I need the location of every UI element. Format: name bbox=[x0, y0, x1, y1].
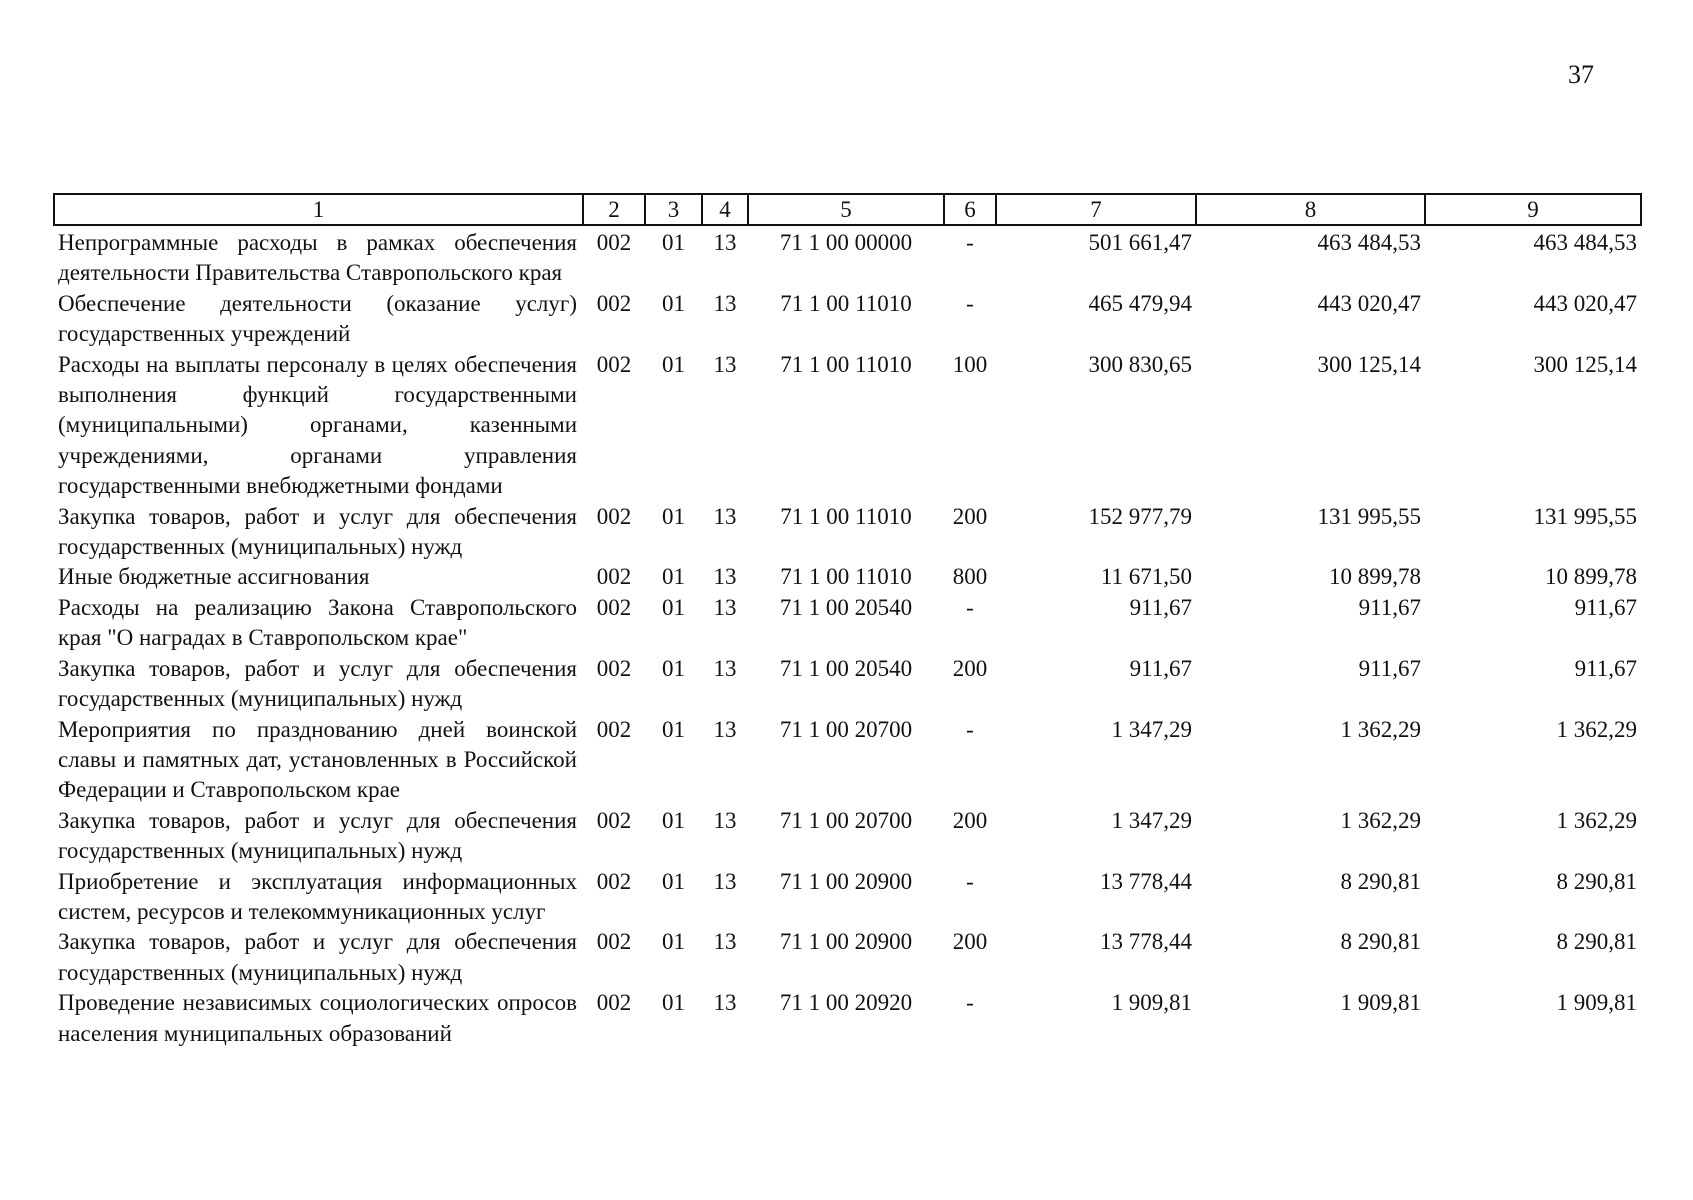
expense-type-cell: 800 bbox=[952, 564, 988, 590]
amount-cell: 443 020,47 bbox=[1317, 290, 1421, 316]
table-row bbox=[54, 654, 1641, 715]
section-code-cell: 01 bbox=[662, 868, 685, 894]
column-header: 1 bbox=[54, 194, 583, 225]
amount-cell: 1 347,29 bbox=[1111, 807, 1192, 833]
column-header: 4 bbox=[702, 194, 748, 225]
table-row bbox=[54, 806, 1641, 867]
target-article-cell: 71 1 00 20920 bbox=[779, 990, 913, 1016]
ministry-code-cell: 002 bbox=[596, 868, 632, 894]
subsection-code-cell: 13 bbox=[713, 655, 737, 681]
section-code-cell: 01 bbox=[662, 351, 685, 377]
column-header: 6 bbox=[944, 194, 996, 225]
subsection-code-cell: 13 bbox=[713, 990, 737, 1016]
subsection-code-cell: 13 bbox=[713, 807, 737, 833]
subsection-code-cell: 13 bbox=[713, 290, 737, 316]
section-code-cell: 01 bbox=[662, 594, 685, 620]
section-code-cell: 01 bbox=[662, 929, 685, 955]
column-header: 5 bbox=[748, 194, 944, 225]
table-row bbox=[54, 867, 1641, 928]
amount-cell: 152 977,79 bbox=[1088, 503, 1192, 529]
target-article-cell: 71 1 00 20540 bbox=[779, 655, 913, 681]
expense-type-cell: 100 bbox=[952, 351, 988, 377]
amount-cell: 443 020,47 bbox=[1533, 290, 1637, 316]
amount-cell: 1 909,81 bbox=[1556, 990, 1637, 1016]
expense-name-cell: Обеспечение деятельности (оказание услуг) государственных учреждений bbox=[58, 290, 577, 347]
expense-name-cell: Закупка товаров, работ и услуг для обеспечения государственных (муниципальных) нужд bbox=[58, 503, 577, 560]
ministry-code-cell: 002 bbox=[596, 290, 632, 316]
column-header: 8 bbox=[1196, 194, 1425, 225]
expense-type-cell: 200 bbox=[952, 929, 988, 955]
expense-type-cell: - bbox=[966, 868, 974, 894]
amount-cell: 465 479,94 bbox=[1088, 290, 1192, 316]
table-row bbox=[54, 593, 1641, 654]
amount-cell: 8 290,81 bbox=[1340, 868, 1421, 894]
amount-cell: 1 362,29 bbox=[1340, 716, 1421, 742]
amount-cell: 300 125,14 bbox=[1533, 351, 1637, 377]
table-header-row bbox=[54, 194, 1641, 225]
amount-cell: 10 899,78 bbox=[1545, 564, 1637, 590]
target-article-cell: 71 1 00 11010 bbox=[780, 290, 912, 316]
page-number: 37 bbox=[1568, 60, 1594, 89]
subsection-code-cell: 13 bbox=[713, 230, 737, 255]
expense-name-cell: Расходы на реализацию Закона Ставропольского края "О наградах в Ставропольском крае" bbox=[58, 594, 577, 651]
amount-cell: 1 909,81 bbox=[1340, 990, 1421, 1016]
amount-cell: 1 362,29 bbox=[1556, 716, 1637, 742]
amount-cell: 10 899,78 bbox=[1329, 564, 1421, 590]
section-code-cell: 01 bbox=[662, 807, 685, 833]
column-header: 9 bbox=[1425, 194, 1641, 225]
table-row bbox=[54, 562, 1641, 592]
section-code-cell: 01 bbox=[662, 503, 685, 529]
table-row bbox=[54, 502, 1641, 563]
ministry-code-cell: 002 bbox=[596, 230, 632, 255]
section-code-cell: 01 bbox=[662, 716, 685, 742]
amount-cell: 8 290,81 bbox=[1340, 929, 1421, 955]
ministry-code-cell: 002 bbox=[596, 929, 632, 955]
subsection-code-cell: 13 bbox=[713, 868, 737, 894]
amount-cell: 11 671,50 bbox=[1100, 564, 1192, 590]
expense-name-cell: Закупка товаров, работ и услуг для обеспечения государственных (муниципальных) нужд bbox=[58, 807, 577, 864]
table-row bbox=[54, 988, 1641, 1049]
expense-name-cell: Непрограммные расходы в рамках обеспечения деятельности Правительства Ставропольского края bbox=[58, 230, 577, 286]
amount-cell: 13 778,44 bbox=[1100, 868, 1192, 894]
amount-cell: 911,67 bbox=[1129, 655, 1192, 681]
expense-name-cell: Закупка товаров, работ и услуг для обеспечения государственных (муниципальных) нужд bbox=[58, 655, 577, 712]
expense-type-cell: - bbox=[966, 716, 974, 742]
target-article-cell: 71 1 00 20900 bbox=[779, 929, 913, 955]
subsection-code-cell: 13 bbox=[713, 594, 737, 620]
amount-cell: 1 909,81 bbox=[1111, 990, 1192, 1016]
expense-name-cell: Расходы на выплаты персоналу в целях обеспечения выполнения функций государственными (муниципальными) органами, казенными учреждениями, органами управления государственными внебюджетными фондами bbox=[58, 351, 577, 499]
section-code-cell: 01 bbox=[662, 564, 685, 590]
amount-cell: 1 347,29 bbox=[1111, 716, 1192, 742]
ministry-code-cell: 002 bbox=[596, 716, 632, 742]
amount-cell: 8 290,81 bbox=[1556, 868, 1637, 894]
amount-cell: 1 362,29 bbox=[1340, 807, 1421, 833]
target-article-cell: 71 1 00 20540 bbox=[779, 594, 913, 620]
amount-cell: 131 995,55 bbox=[1533, 503, 1637, 529]
expense-type-cell: 200 bbox=[952, 655, 988, 681]
ministry-code-cell: 002 bbox=[596, 564, 632, 590]
subsection-code-cell: 13 bbox=[713, 929, 737, 955]
target-article-cell: 71 1 00 11010 bbox=[780, 503, 912, 529]
amount-cell: 463 484,53 bbox=[1317, 230, 1421, 255]
amount-cell: 463 484,53 bbox=[1533, 230, 1637, 255]
table-row bbox=[54, 225, 1641, 289]
section-code-cell: 01 bbox=[662, 990, 685, 1016]
section-code-cell: 01 bbox=[662, 655, 685, 681]
table-row bbox=[54, 715, 1641, 806]
ministry-code-cell: 002 bbox=[596, 351, 632, 377]
amount-cell: 300 830,65 bbox=[1088, 351, 1192, 377]
amount-cell: 501 661,47 bbox=[1088, 230, 1192, 255]
expense-type-cell: - bbox=[966, 990, 974, 1016]
column-header: 3 bbox=[645, 194, 702, 225]
amount-cell: 911,67 bbox=[1574, 655, 1637, 681]
expense-type-cell: - bbox=[966, 594, 974, 620]
column-header: 7 bbox=[996, 194, 1196, 225]
amount-cell: 911,67 bbox=[1574, 594, 1637, 620]
ministry-code-cell: 002 bbox=[596, 655, 632, 681]
table-row bbox=[54, 927, 1641, 988]
expense-name-cell: Иные бюджетные ассигнования bbox=[58, 564, 370, 590]
expense-type-cell: 200 bbox=[952, 503, 988, 529]
ministry-code-cell: 002 bbox=[596, 807, 632, 833]
table-body bbox=[54, 225, 1641, 1049]
amount-cell: 13 778,44 bbox=[1100, 929, 1192, 955]
amount-cell: 911,67 bbox=[1129, 594, 1192, 620]
table-row bbox=[54, 289, 1641, 350]
amount-cell: 1 362,29 bbox=[1556, 807, 1637, 833]
column-header: 2 bbox=[583, 194, 645, 225]
expense-name-cell: Приобретение и эксплуатация информационных систем, ресурсов и телекоммуникационных услуг bbox=[58, 868, 577, 924]
amount-cell: 131 995,55 bbox=[1317, 503, 1421, 529]
amount-cell: 911,67 bbox=[1358, 594, 1421, 620]
expense-name-cell: Закупка товаров, работ и услуг для обеспечения государственных (муниципальных) нужд bbox=[58, 929, 577, 985]
budget-table bbox=[53, 193, 1642, 1049]
expense-type-cell: 200 bbox=[952, 807, 988, 833]
subsection-code-cell: 13 bbox=[713, 564, 737, 590]
subsection-code-cell: 13 bbox=[713, 716, 737, 742]
subsection-code-cell: 13 bbox=[713, 351, 737, 377]
section-code-cell: 01 bbox=[662, 290, 685, 316]
target-article-cell: 71 1 00 00000 bbox=[779, 230, 913, 255]
expense-name-cell: Мероприятия по празднованию дней воинской славы и памятных дат, установленных в Российской Федерации и Ставропольском крае bbox=[58, 716, 577, 803]
amount-cell: 300 125,14 bbox=[1317, 351, 1421, 377]
table-row bbox=[54, 350, 1641, 502]
ministry-code-cell: 002 bbox=[596, 990, 632, 1016]
ministry-code-cell: 002 bbox=[596, 594, 632, 620]
expense-type-cell: - bbox=[966, 290, 974, 316]
target-article-cell: 71 1 00 20700 bbox=[779, 716, 913, 742]
target-article-cell: 71 1 00 20900 bbox=[779, 868, 913, 894]
section-code-cell: 01 bbox=[662, 230, 685, 255]
target-article-cell: 71 1 00 11010 bbox=[780, 351, 912, 377]
target-article-cell: 71 1 00 20700 bbox=[779, 807, 913, 833]
amount-cell: 8 290,81 bbox=[1556, 929, 1637, 955]
expense-type-cell: - bbox=[966, 230, 974, 255]
ministry-code-cell: 002 bbox=[596, 503, 632, 529]
target-article-cell: 71 1 00 11010 bbox=[780, 564, 912, 590]
subsection-code-cell: 13 bbox=[713, 503, 737, 529]
expense-name-cell: Проведение независимых социологических опросов населения муниципальных образований bbox=[58, 990, 577, 1046]
amount-cell: 911,67 bbox=[1358, 655, 1421, 681]
